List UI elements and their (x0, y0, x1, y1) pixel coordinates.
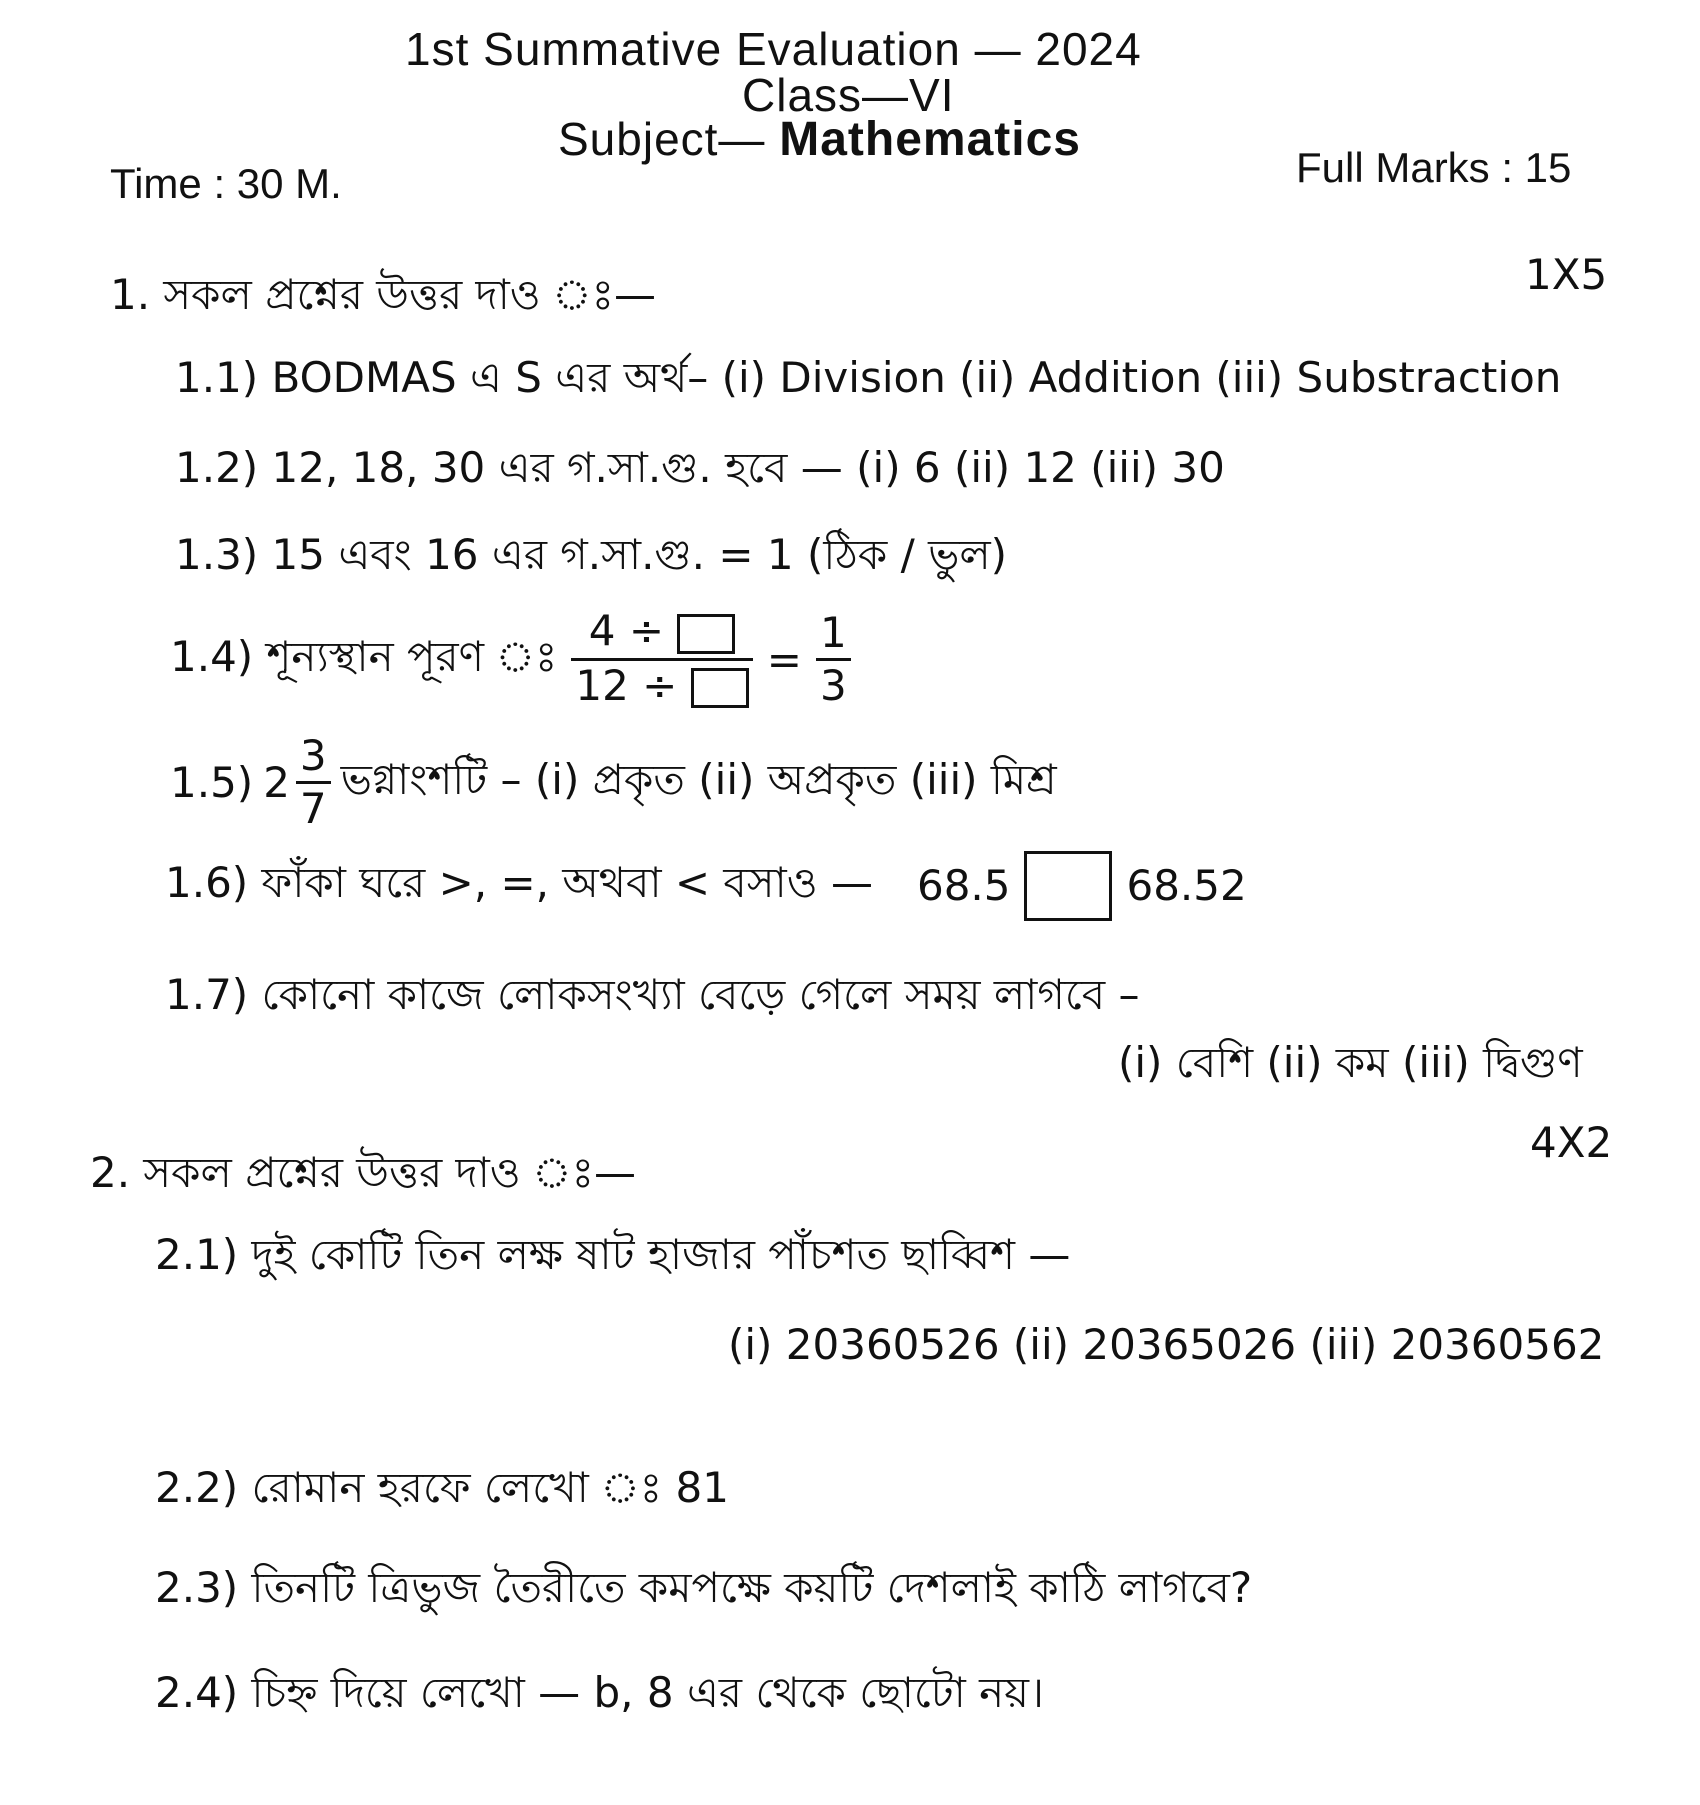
question-2-1: 2.1) দুই কোটি তিন লক্ষ ষাট হাজার পাঁচশত ছাব্বিশ — (155, 1230, 1071, 1279)
question-2-1-options: (i) 20360526 (ii) 20365026 (iii) 20360562 (728, 1320, 1605, 1369)
question-1-4-prefix: 1.4) শূন্যস্থান পূরণ ঃ (170, 631, 558, 681)
question-1-6-prefix: 1.6) ফাঁকা ঘরে >, =, অথবা < বসাও — (165, 858, 873, 907)
mixed-fraction-whole: 2 (263, 758, 290, 807)
compare-left-value: 68.5 (916, 861, 1011, 910)
fraction-blank-numerator: 4 ÷ (588, 606, 665, 655)
mixed-fraction-denominator: 7 (299, 784, 327, 833)
time-label: Time : 30 M. (110, 160, 342, 207)
rhs-numerator: 1 (816, 612, 851, 661)
question-1-2: 1.2) 12, 18, 30 এর গ.সা.গু. হবে — (i) 6 (ii) 12 (iii) 30 (175, 443, 1225, 492)
mixed-fraction-numerator: 3 (296, 735, 331, 784)
subject-name: Mathematics (779, 113, 1081, 166)
compare-blank-box (1024, 851, 1112, 921)
question-1-3: 1.3) 15 এবং 16 এর গ.সা.গু. = 1 (ঠিক / ভুল) (175, 530, 1008, 579)
exam-title: 1st Summative Evaluation — 2024 (405, 23, 1142, 75)
section1-marks: 1X5 (1525, 250, 1608, 299)
section2-marks: 4X2 (1530, 1118, 1613, 1167)
question-2-4: 2.4) চিহ্ন দিয়ে লেখো — b, 8 এর থেকে ছোটো নয়। (155, 1668, 1045, 1717)
subject-label: Subject— (558, 113, 766, 165)
question-1-5 (170, 731, 1057, 833)
question-1-1: 1.1) BODMAS এ S এর অর্থ– (i) Division (ii) Addition (iii) Substraction (175, 353, 1562, 402)
question-1-5-text: ভগ্নাংশটি – (i) প্রকৃত (ii) অপ্রকৃত (iii) মিশ্র (340, 755, 1057, 804)
fraction-blank (571, 606, 752, 710)
subject-line (558, 112, 1081, 167)
compare-right-value: 68.52 (1126, 861, 1247, 910)
fraction-blank-denominator: 12 ÷ (575, 660, 678, 710)
equals-sign: = (766, 634, 802, 684)
denominator-blank-box (691, 668, 749, 708)
question-1-7: 1.7) কোনো কাজে লোকসংখ্যা বেড়ে গেলে সময় লাগবে – (165, 970, 1140, 1019)
question-1-7-options: (i) বেশি (ii) কম (iii) দ্বিগুণ (1118, 1038, 1583, 1087)
section1-heading: 1. সকল প্রশ্নের উত্তর দাও ঃ— (110, 270, 657, 319)
class-label: Class—VI (742, 69, 955, 121)
question-2-2: 2.2) রোমান হরফে লেখো ঃ 81 (155, 1463, 729, 1512)
question-1-5-prefix: 1.5) (170, 758, 254, 807)
question-2-3: 2.3) তিনটি ত্রিভুজ তৈরীতে কমপক্ষে কয়টি দেশলাই কাঠি লাগবে? (155, 1563, 1253, 1612)
mixed-fraction (296, 731, 331, 833)
fraction-one-third (816, 607, 851, 710)
full-marks-label: Full Marks : 15 (1296, 144, 1572, 191)
question-1-4 (170, 606, 851, 710)
rhs-denominator: 3 (819, 660, 847, 710)
numerator-blank-box (677, 614, 735, 654)
question-1-6 (165, 850, 1247, 921)
section2-heading: 2. সকল প্রশ্নের উত্তর দাও ঃ— (90, 1148, 637, 1197)
